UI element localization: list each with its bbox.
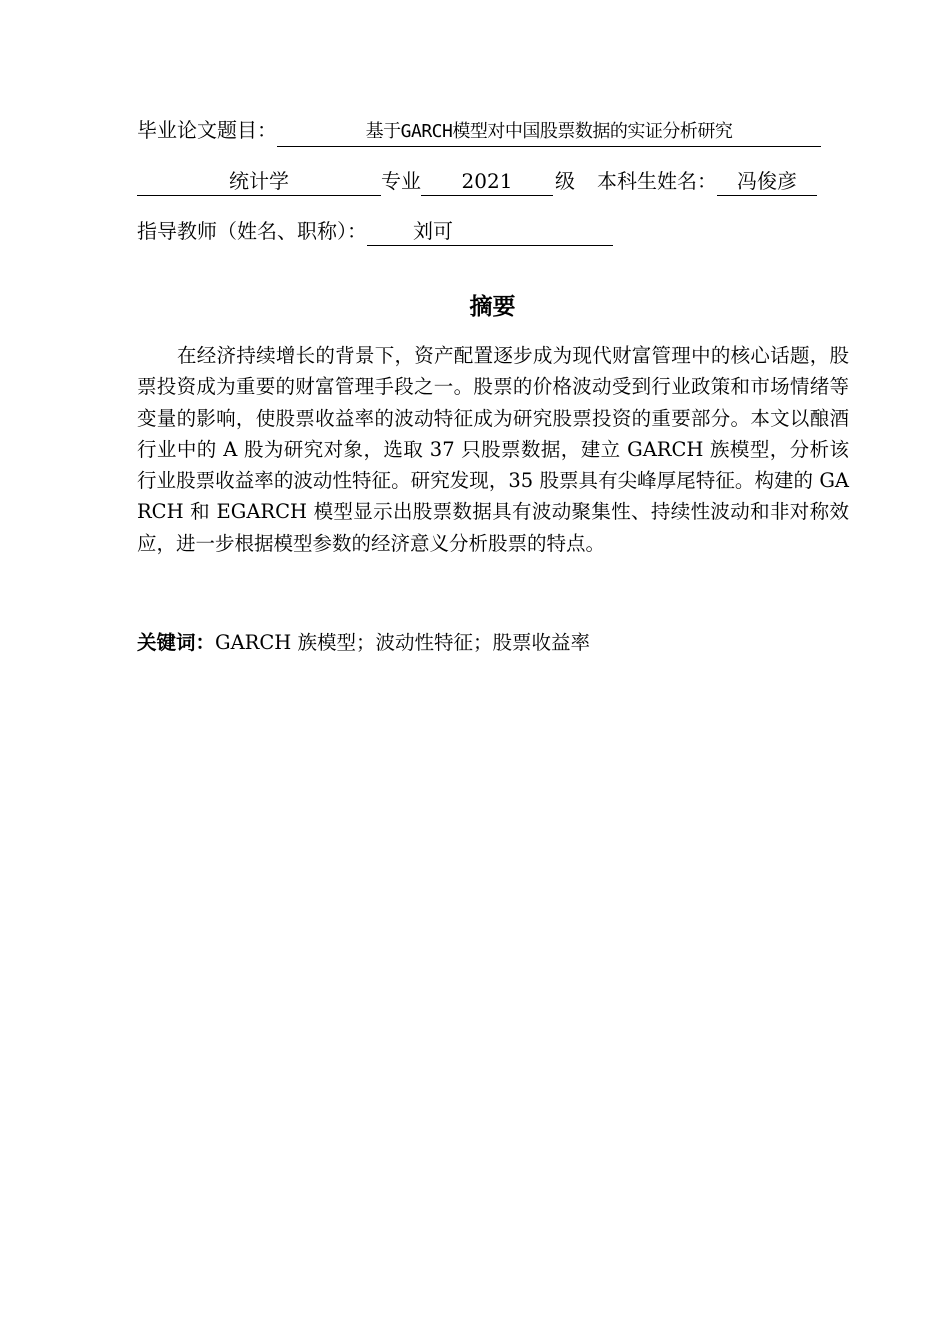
major-line	[137, 166, 817, 196]
year-field: 2021	[421, 169, 553, 196]
grade-label: 级	[555, 169, 575, 193]
advisor-line	[137, 216, 613, 246]
student-label: 本科生姓名：	[597, 169, 717, 193]
advisor-name: 刘可	[413, 219, 453, 243]
keywords-label: 关键词：	[137, 631, 216, 654]
major-label: 专业	[381, 169, 421, 193]
advisor-label: 指导教师（姓名、职称）：	[137, 219, 367, 243]
keywords-line	[137, 628, 590, 658]
title-field: 基于GARCH模型对中国股票数据的实证分析研究	[277, 120, 821, 147]
advisor-field	[367, 219, 613, 246]
title-label: 毕业论文题目：	[137, 118, 277, 142]
major-field: 统计学	[137, 169, 381, 196]
student-name-field: 冯俊彦	[717, 169, 817, 196]
keywords-value: GARCH 族模型；波动性特征；股票收益率	[215, 631, 590, 654]
abstract-body: 在经济持续增长的背景下，资产配置逐步成为现代财富管理中的核心话题，股票投资成为重要的财富管理手段之一。股票的价格波动受到行业政策和市场情绪等变量的影响，使股票收益率的波动特征成为研究股票投资的重要部分。本文以酿酒行业中的 A 股为研究对象，选取 37 只股票数据，建立 GARCH 族模型，分析该行业股票收益率的波动性特征。研究发现，35 股票具有尖峰厚尾特征。构建的 GARCH 和 EGARCH 模型显示出股票数据具有波动聚集性、持续性波动和非对称效应，进一步根据模型参数的经济意义分析股票的特点。	[137, 344, 849, 555]
title-line	[137, 115, 821, 145]
abstract-heading: 摘要	[469, 294, 516, 320]
